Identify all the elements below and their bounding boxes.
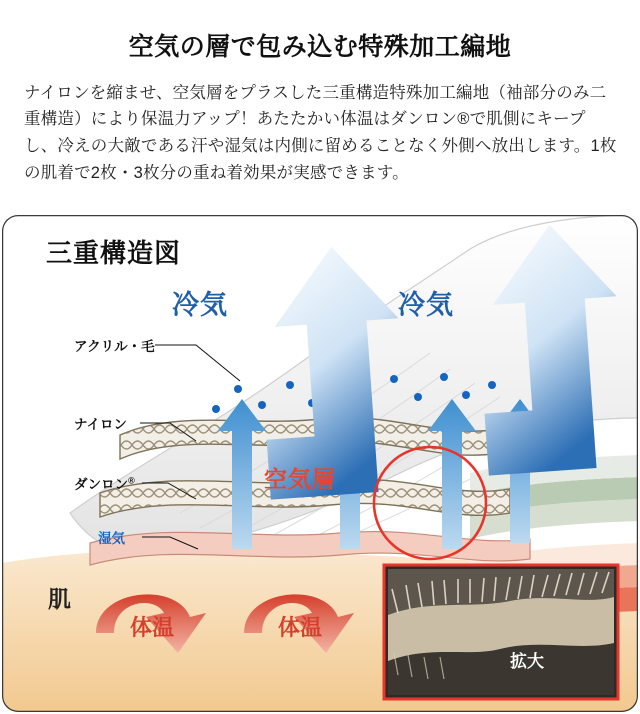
lead-paragraph: ナイロンを縮ませ、空気層をプラスした三重構造特殊加工編地（袖部分のみ二重構造）により保温力アップ！あたたかい体温はダンロン®で肌側にキープし、冷えの大敵である汗や湿気は内側に留めることなく外側へ放出します。1枚の肌着で2枚・3枚分の重ね着効果が実感できます。 (24, 83, 617, 182)
label-body-heat-right: 体温 (278, 614, 323, 640)
label-danron (74, 473, 135, 493)
page-title: 空気の層で包み込む特殊加工編地 (128, 32, 512, 61)
label-danron-text: ダンロン (74, 476, 129, 492)
label-air-layer: 空気層 (264, 465, 336, 492)
label-cold-air-right: 冷気 (398, 289, 454, 320)
page-root (0, 17, 640, 714)
label-nylon: ナイロン (74, 416, 128, 432)
label-skin: 肌 (48, 585, 71, 612)
label-magnified: 拡大 (510, 651, 544, 671)
structure-diagram (0, 213, 640, 714)
magnified-photo (384, 565, 618, 699)
label-cold-air-left: 冷気 (172, 289, 228, 320)
label-body-heat-left: 体温 (130, 614, 175, 640)
label-moisture: 湿気 (98, 530, 125, 546)
label-acrylic-wool: アクリル・毛 (74, 338, 155, 354)
registered-mark: ® (128, 475, 135, 486)
diagram-title: 三重構造図 (46, 237, 182, 268)
